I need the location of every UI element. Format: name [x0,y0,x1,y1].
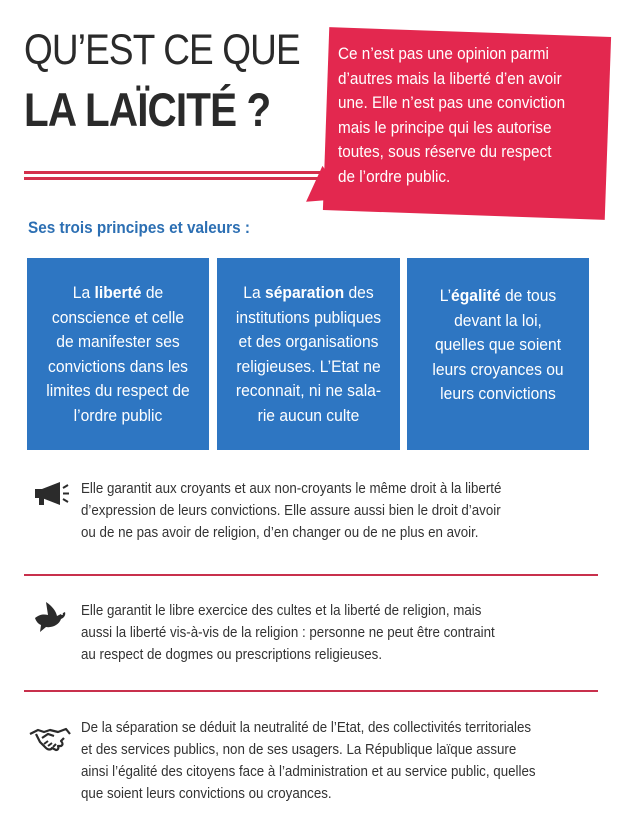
speech-bubble-text [338,42,581,189]
section-line: De la séparation se déduit la neutralité de l’Etat, des collectivités territoriales [81,720,532,736]
card-line: L’égalité de tous [439,286,557,305]
card-liberte [27,258,209,450]
section-line: Elle garantit aux croyants et aux non-croyants le même droit à la liberté [81,481,502,497]
section-divider [24,574,598,576]
bubble-line: une. Elle n’est pas une conviction [338,93,566,112]
card-line: reconnait, ni ne sala- [235,381,382,400]
bubble-line: toutes, sous réserve du respect [338,142,552,161]
card-egalite [407,258,589,450]
card-separation [217,258,400,450]
card-line: rie aucun culte [257,405,360,425]
card-line: La liberté de [72,283,164,302]
card-line: convictions dans les [48,356,188,376]
card-line: de manifester ses [56,332,180,351]
card-line: devant la loi, [454,310,542,330]
section-line: d’expression de leurs convictions. Elle assure aussi bien le droit d’avoir [81,503,501,519]
section-expression [81,478,559,544]
bubble-line: Ce n’est pas une opinion parmi [338,44,549,63]
card-line: l’ordre public [73,405,163,425]
section-line: Elle garantit le libre exercice des cultes et la liberté de religion, mais [81,603,482,619]
bubble-line: de l’ordre public. [338,166,451,186]
card-line: institutions publiques [235,307,382,327]
section-line: ou de ne pas avoir de religion, d’en changer ou de ne plus en avoir. [81,525,479,541]
section-religion [81,600,559,666]
section-line: au respect de dogmes ou prescriptions religieuses. [81,647,383,663]
page-title-line2: LA LAÏCITÉ ? [24,83,271,136]
handshake-icon [28,726,72,754]
title-underline-bottom [24,177,322,180]
megaphone-icon [34,480,70,508]
bubble-line: mais le principe qui les autorise [338,117,552,137]
card-line: quelles que soient [434,335,562,354]
dove-icon [32,598,70,634]
card-line: conscience et celle [51,307,185,327]
section-neutralite [81,717,559,805]
section-line: que soient leurs convictions ou croyances. [81,786,332,802]
card-line: et des organisations [238,332,379,351]
card-line: La séparation des [243,283,374,302]
card-line: leurs convictions [440,384,556,403]
section-line: aussi la liberté vis-à-vis de la religion : personne ne peut être contraint [81,625,495,641]
section-divider [24,690,598,692]
bubble-line: d’autres mais la liberté d’en avoir [338,68,562,88]
title-underline-top [24,171,322,174]
card-line: limites du respect de [46,381,190,400]
page-title-line1: QU’EST CE QUE [24,26,300,74]
card-line: leurs croyances ou [432,359,564,379]
card-line: religieuses. L’Etat ne [236,356,381,376]
section-line: ainsi l’égalité des citoyens face à l’administration et au service public, quelles [81,764,536,780]
section-line: et des services publics, non de ses usagers. La République laïque assure [81,742,517,758]
principles-heading: Ses trois principes et valeurs : [28,218,250,237]
